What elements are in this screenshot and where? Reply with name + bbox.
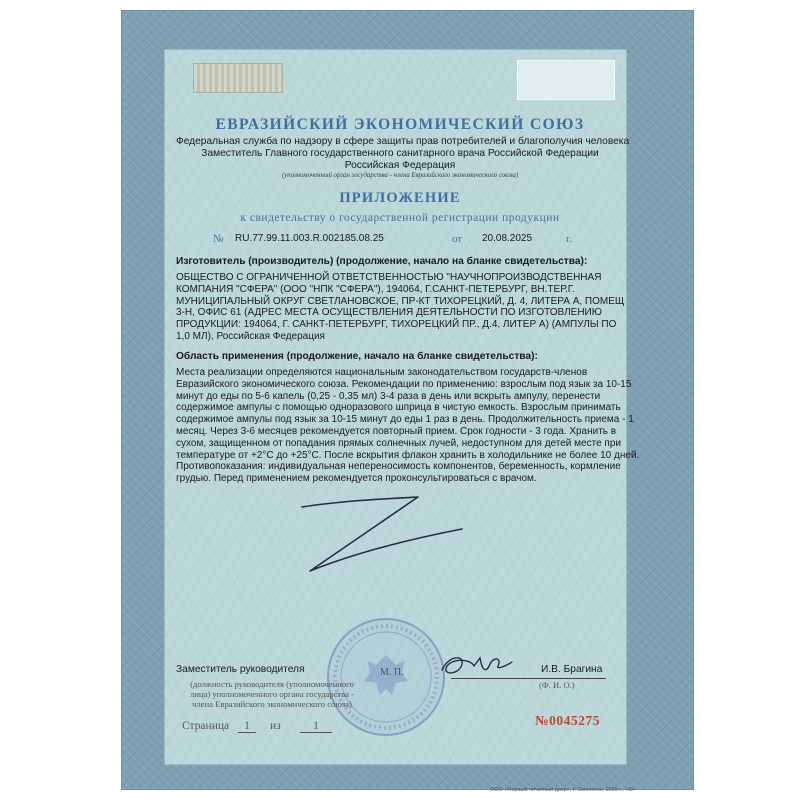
- scope-line: Противопоказания: индивидуальная непереносимость компонентов, беременность, кормление: [176, 461, 621, 473]
- manufacturer-line: ОБЩЕСТВО С ОГРАНИЧЕННОЙ ОТВЕТСТВЕННОСТЬЮ "НАУЧНОПРОИЗВОДСТВЕННАЯ: [176, 272, 602, 283]
- authority-line-2: Заместитель Главного государственного санитарного врача Российской Федерации: [201, 148, 599, 159]
- scope-heading: Область применения (продолжение, начало на бланке свидетельства):: [176, 351, 538, 362]
- year-suffix: г.: [566, 233, 573, 245]
- name-caption: (Ф. И. О.): [539, 680, 575, 690]
- page-number: 1: [238, 720, 256, 733]
- position-caption: [172, 679, 372, 709]
- authority-caption: (уполномоченный орган государства - члена Евразийского экономического союза): [281, 172, 519, 179]
- mp-label: М. П.: [380, 667, 404, 678]
- of-label: из: [270, 720, 281, 732]
- position-caption-line: лица) уполномоченного органа государства -: [190, 689, 354, 699]
- scope-line: температуре от +2°С до +25°С. После вскрытия флакон хранить в холодильнике не более 10 дней.: [176, 449, 640, 461]
- registration-number: RU.77.99.11.003.R.002185.08.25: [235, 233, 384, 244]
- manufacturer-line: 3-Н, ОФИС 61 (АДРЕС МЕСТА ОСУЩЕСТВЛЕНИЯ ДЕЯТЕЛЬНОСТИ ПО ИЗГОТОВЛЕНИЮ: [176, 307, 602, 319]
- scope-line: содержимое ампулы под язык за 10-15 минут до еды 1 раз в день. Продолжительность приема - 1: [176, 414, 634, 426]
- position-caption-line: члена Евразийского экономического союза): [192, 699, 352, 709]
- signatory-name: И.В. Брагина: [541, 664, 603, 675]
- total-pages: 1: [300, 720, 332, 733]
- appendix-title: ПРИЛОЖЕНИЕ: [339, 190, 461, 206]
- position-caption-line: (должность руководителя (уполномоченного: [190, 679, 354, 689]
- scope-line: минут до еды по 5-6 капель (0,25 - 0,35 мл) 3-4 раза в день или вскрыть ампулу, перенести: [176, 390, 601, 402]
- manufacturer-text: [176, 272, 625, 343]
- scope-text: [176, 367, 640, 485]
- hologram-icon: [193, 63, 283, 93]
- number-label: №: [213, 233, 224, 245]
- signatory-position: Заместитель руководителя: [176, 664, 305, 675]
- scope-line: Евразийского экономического союза. Рекомендации по применению: взрослым под язык за 10-15: [176, 378, 632, 390]
- manufacturer-line: ПРОДУКЦИИ: 194064, Г. САНКТ-ПЕТЕРБУРГ, ТИХОРЕЦКИЙ ПР., Д.4, ЛИТЕР А) (АМПУЛЫ ПО: [176, 319, 617, 331]
- blank-stamp-area: [517, 60, 615, 100]
- authority-line-3: Российская Федерация: [344, 160, 456, 171]
- serial-number: №0045275: [535, 713, 600, 728]
- date-label: от: [452, 233, 463, 245]
- manufacturer-line: 1,0 МЛ), Российская Федерация: [176, 330, 325, 342]
- signature-icon: [436, 648, 516, 682]
- appendix-subtitle: к свидетельству о государственной регистрации продукции: [240, 212, 560, 224]
- z-line-icon: [290, 485, 470, 585]
- scope-line: месяц. Через 3-6 месяцев рекомендуется повторный прием. Срок годности - 3 года. Хранить в: [176, 425, 617, 437]
- manufacturer-line: КОМПАНИЯ "СФЕРА" (ООО "НПК "СФЕРА"), 194064, Г.САНКТ-ПЕТЕРБУРГ, ВН.ТЕР.Г.: [176, 283, 575, 295]
- document-title: ЕВРАЗИЙСКИЙ ЭКОНОМИЧЕСКИЙ СОЮЗ: [215, 116, 585, 133]
- scope-line: Места реализации определяются национальным законодательством государств-членов: [176, 367, 588, 378]
- scope-line: содержимое ампулы с помощью одноразового шприца в чистую емкость. Взрослым принимать: [176, 402, 621, 414]
- name-underline: [451, 678, 606, 679]
- manufacturer-heading: Изготовитель (производитель) (продолжение, начало на бланке свидетельства):: [176, 256, 588, 267]
- page-label: Страница: [182, 720, 230, 732]
- scope-line: сухом, защищенном от попадания прямых солнечных лучей, недоступном для детей месте при: [176, 437, 621, 449]
- printer-footer: ООО «Первый печатный двор», г. Смоленск, 2025 г., «Б»: [490, 787, 636, 793]
- manufacturer-line: МУНИЦИПАЛЬНЫЙ ОКРУГ СВЕТЛАНОВСКОЕ, ПР-КТ ТИХОРЕЦКИЙ, Д. 4, ЛИТЕРА А, ПОМЕЩ: [176, 295, 625, 307]
- scope-line: грудью. Перед применением рекомендуется проконсультироваться с врачом.: [176, 473, 537, 485]
- authority-line-1: Федеральная служба по надзору в сфере защиты прав потребителей и благополучия человека: [176, 136, 630, 147]
- registration-date: 20.08.2025: [482, 233, 533, 244]
